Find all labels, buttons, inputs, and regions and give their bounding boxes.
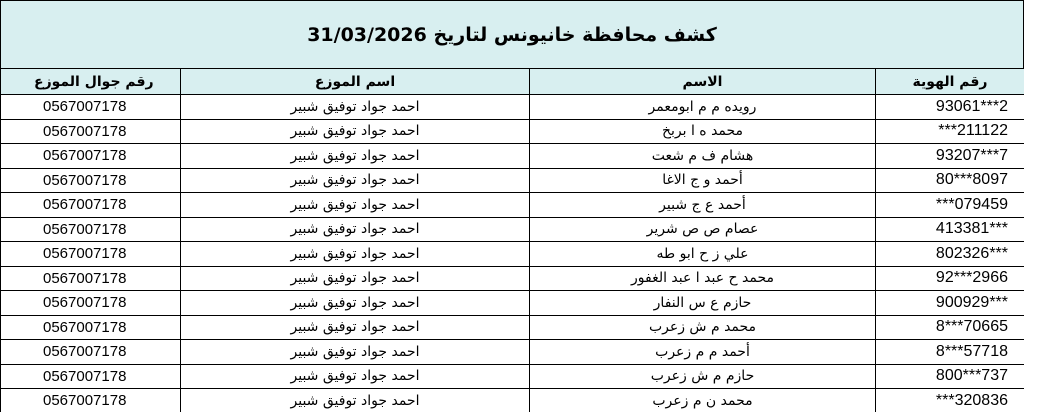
cell-id-number: 8***57718 [876, 340, 1025, 365]
table-row [1, 364, 1025, 389]
cell-distributor-phone: 0567007178 [1, 168, 181, 193]
cell-distributor-name: احمد جواد توفيق شبير [181, 217, 530, 242]
cell-name: محمد ح عبد ا عبد الغفور [530, 266, 876, 291]
table-row [1, 193, 1025, 218]
cell-distributor-phone: 0567007178 [1, 217, 181, 242]
table-row [1, 266, 1025, 291]
cell-id-number: 900929*** [876, 291, 1025, 316]
cell-distributor-name: احمد جواد توفيق شبير [181, 95, 530, 120]
cell-name: أحمد ع ج شبير [530, 193, 876, 218]
cell-distributor-name: احمد جواد توفيق شبير [181, 315, 530, 340]
cell-name: محمد م ش زعرب [530, 315, 876, 340]
cell-distributor-phone: 0567007178 [1, 315, 181, 340]
cell-name: علي ز ح ابو طه [530, 242, 876, 267]
cell-distributor-phone: 0567007178 [1, 266, 181, 291]
cell-id-number: 8***70665 [876, 315, 1025, 340]
cell-distributor-name: احمد جواد توفيق شبير [181, 168, 530, 193]
table-row [1, 389, 1025, 412]
cell-distributor-phone: 0567007178 [1, 364, 181, 389]
table-row [1, 315, 1025, 340]
table-row [1, 242, 1025, 267]
cell-distributor-name: احمد جواد توفيق شبير [181, 291, 530, 316]
cell-distributor-phone: 0567007178 [1, 95, 181, 120]
table-header-row [1, 69, 1025, 95]
cell-name: محمد ن م زعرب [530, 389, 876, 412]
table-row [1, 217, 1025, 242]
header-distributor-name: اسم الموزع [181, 69, 530, 95]
table-row [1, 291, 1025, 316]
cell-name: عصام ص ص شرير [530, 217, 876, 242]
cell-id-number: 93207***7 [876, 144, 1025, 169]
table-row [1, 95, 1025, 120]
cell-id-number: ***320836 [876, 389, 1025, 412]
cell-id-number: ***211122 [876, 119, 1025, 144]
cell-distributor-phone: 0567007178 [1, 144, 181, 169]
cell-name: أحمد م م زعرب [530, 340, 876, 365]
cell-name: محمد ه ا بربخ [530, 119, 876, 144]
cell-distributor-phone: 0567007178 [1, 340, 181, 365]
cell-distributor-phone: 0567007178 [1, 242, 181, 267]
cell-distributor-name: احمد جواد توفيق شبير [181, 340, 530, 365]
report-title: كشف محافظة خانيونس لتاريخ 31/03/2026 [307, 23, 717, 46]
cell-distributor-name: احمد جواد توفيق شبير [181, 193, 530, 218]
cell-distributor-name: احمد جواد توفيق شبير [181, 364, 530, 389]
cell-distributor-name: احمد جواد توفيق شبير [181, 119, 530, 144]
cell-id-number: 93061***2 [876, 95, 1025, 120]
table-row [1, 340, 1025, 365]
cell-name: هشام ف م شعت [530, 144, 876, 169]
cell-id-number: 802326*** [876, 242, 1025, 267]
table-row [1, 144, 1025, 169]
cell-distributor-name: احمد جواد توفيق شبير [181, 266, 530, 291]
header-distributor-phone: رقم جوال الموزع [1, 69, 181, 95]
cell-distributor-phone: 0567007178 [1, 119, 181, 144]
cell-distributor-name: احمد جواد توفيق شبير [181, 389, 530, 412]
table-row [1, 168, 1025, 193]
header-id-number: رقم الهوية [876, 69, 1025, 95]
table-row [1, 119, 1025, 144]
cell-id-number: 800***737 [876, 364, 1025, 389]
distribution-table [0, 68, 1024, 412]
cell-distributor-phone: 0567007178 [1, 193, 181, 218]
cell-name: رويده م م ابومعمر [530, 95, 876, 120]
cell-distributor-phone: 0567007178 [1, 291, 181, 316]
cell-id-number: 80***8097 [876, 168, 1025, 193]
report-title-bar [0, 0, 1024, 68]
cell-distributor-name: احمد جواد توفيق شبير [181, 242, 530, 267]
cell-name: أحمد و ج الاغا [530, 168, 876, 193]
cell-distributor-name: احمد جواد توفيق شبير [181, 144, 530, 169]
cell-id-number: 92***2966 [876, 266, 1025, 291]
cell-distributor-phone: 0567007178 [1, 389, 181, 412]
header-name: الاسم [530, 69, 876, 95]
cell-id-number: ***079459 [876, 193, 1025, 218]
cell-name: حازم م ش زعرب [530, 364, 876, 389]
cell-name: حازم ع س النفار [530, 291, 876, 316]
cell-id-number: 413381*** [876, 217, 1025, 242]
